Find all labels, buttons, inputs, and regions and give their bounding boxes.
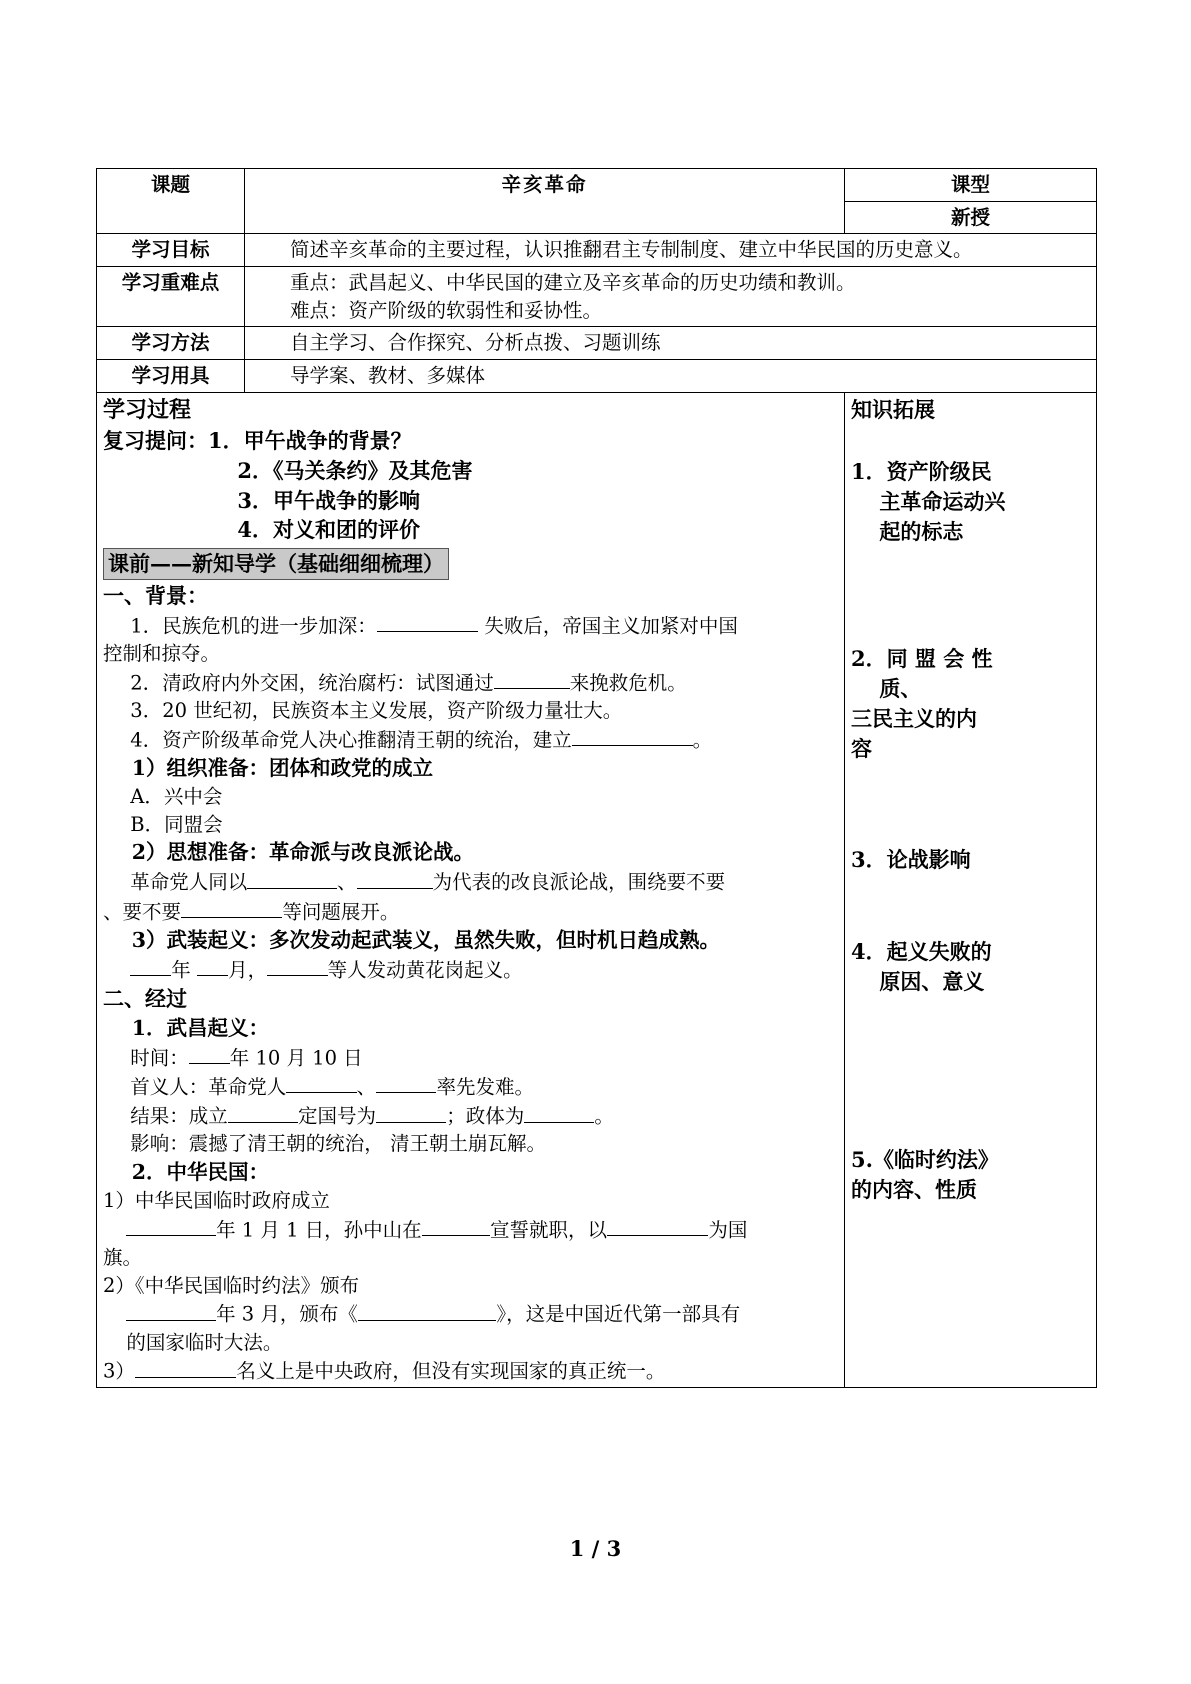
wuchang-result bbox=[103, 1101, 838, 1130]
roc-item-2-cont: 的国家临时大法。 bbox=[126, 1330, 283, 1354]
wuchang-people bbox=[103, 1072, 838, 1101]
bg2-text-a: 2．清政府内外交困，统治腐朽：试图通过 bbox=[130, 671, 494, 695]
wuchang-time-blank[interactable] bbox=[189, 1043, 230, 1064]
roc-item-1: 1）中华民国临时政府成立 bbox=[103, 1189, 330, 1213]
roc1-blank-year[interactable] bbox=[126, 1215, 216, 1236]
roc2-text-b: 》，这是中国近代第一部具有 bbox=[496, 1302, 741, 1326]
method-cell bbox=[245, 327, 1097, 360]
sidebar-title: 知识拓展 bbox=[851, 396, 935, 422]
debate-text-c: 为代表的改良派论战，围绕要不要 bbox=[432, 870, 726, 894]
method-value: 自主学习、合作探究、分析点拨、习题训练 bbox=[290, 331, 661, 355]
focus-cell bbox=[245, 267, 1097, 327]
sidebar-item-5-num: 5. bbox=[851, 1147, 873, 1173]
sidebar-item-1-line2: 主革命运动兴 bbox=[879, 488, 1006, 514]
table-row-objective bbox=[97, 234, 1097, 267]
debate-text-d: 、要不要 bbox=[103, 899, 182, 923]
wuchang-time bbox=[103, 1043, 838, 1072]
sidebar-spacer-2 bbox=[851, 763, 1090, 845]
bg2-blank[interactable] bbox=[494, 668, 570, 689]
wuchang-people-blank-2[interactable] bbox=[376, 1072, 436, 1093]
debate-blank-3[interactable] bbox=[181, 897, 282, 918]
roc-item-1-cont: 旗。 bbox=[103, 1245, 143, 1269]
wuchang-people-blank-1[interactable] bbox=[286, 1072, 356, 1093]
roc2-blank-law[interactable] bbox=[358, 1299, 496, 1320]
bg1-text-a: 1．民族危机的进一步加深： bbox=[130, 614, 377, 638]
debate-text-b: 、 bbox=[337, 870, 357, 894]
hhg-text-b: 月， bbox=[228, 958, 268, 982]
table-row-method bbox=[97, 327, 1097, 360]
roc-item-2-detail bbox=[103, 1299, 838, 1328]
background-item-3: 3．20 世纪初，民族资本主义发展，资产阶级力量壮大。 bbox=[130, 698, 623, 722]
table-row-process bbox=[97, 392, 1097, 1388]
sidebar-spacer-3 bbox=[851, 875, 1090, 937]
wuchang-people-b: 、 bbox=[356, 1075, 377, 1099]
page-number: 1 / 3 bbox=[569, 1536, 622, 1561]
review-question-3: 3．甲午战争的影响 bbox=[237, 487, 421, 513]
focus-label: 学习重难点 bbox=[97, 267, 245, 327]
sidebar-item-1 bbox=[851, 457, 1090, 546]
roc3-text-b: 名义上是中央政府，但没有实现国家的真正统一。 bbox=[236, 1359, 666, 1383]
sidebar-item-1-line3: 起的标志 bbox=[879, 518, 964, 544]
lesson-type-value: 新授 bbox=[845, 201, 1097, 234]
wuchang-people-c: 率先发难。 bbox=[436, 1075, 534, 1099]
debate-blank-1[interactable] bbox=[247, 867, 337, 888]
table-row-focus bbox=[97, 267, 1097, 327]
focus-line-hard: 难点：资产阶级的软弱性和妥协性。 bbox=[290, 298, 603, 322]
sidebar-item-2-num: 2． bbox=[851, 646, 887, 672]
wuchang-result-a: 结果：成立 bbox=[130, 1104, 228, 1128]
sidebar-item-5-line1: 《临时约法》 bbox=[872, 1147, 999, 1173]
sidebar-spacer-1 bbox=[851, 547, 1090, 645]
objective-cell bbox=[245, 234, 1097, 267]
sidebar-item-4-line1: 起义失败的 bbox=[886, 939, 992, 965]
tools-label: 学习用具 bbox=[97, 360, 245, 393]
roc-item-2: 2）《中华民国临时约法》颁布 bbox=[103, 1273, 360, 1297]
focus-line-key: 重点：武昌起义、中华民国的建立及辛亥革命的历史功绩和教训。 bbox=[290, 271, 856, 295]
roc-title: 2．中华民国： bbox=[131, 1160, 269, 1185]
hhg-blank-people[interactable] bbox=[267, 955, 327, 976]
bg1-blank[interactable] bbox=[377, 611, 478, 632]
wuchang-effect: 影响：震撼了清王朝的统治， 清王朝土崩瓦解。 bbox=[130, 1132, 546, 1156]
bg1-text-b: 失败后，帝国主义加紧对中国 bbox=[484, 614, 738, 638]
roc3-blank[interactable] bbox=[135, 1356, 236, 1377]
sidebar-item-4 bbox=[851, 937, 1090, 997]
roc1-text-b: 宣誓就职，以 bbox=[489, 1218, 607, 1242]
review-question-1: 复习提问：1．甲午战争的背景？ bbox=[103, 428, 412, 454]
prep-org-b: B．同盟会 bbox=[130, 812, 223, 836]
table-row-tools bbox=[97, 360, 1097, 393]
roc1-blank-flag[interactable] bbox=[607, 1215, 708, 1236]
wuchang-result-blank-1[interactable] bbox=[228, 1101, 298, 1122]
wuchang-result-blank-3[interactable] bbox=[524, 1101, 594, 1122]
sidebar-item-2-line4: 容 bbox=[851, 735, 872, 761]
debate-text-e: 等问题展开。 bbox=[282, 899, 400, 923]
prep-org-a: A．兴中会 bbox=[130, 784, 223, 808]
lesson-plan-table bbox=[96, 168, 1097, 1388]
sidebar-item-3-line1: 论战影响 bbox=[886, 847, 971, 873]
knowledge-extension-cell bbox=[845, 392, 1097, 1388]
method-label: 学习方法 bbox=[97, 327, 245, 360]
wuchang-time-value: 年 10 月 10 日 bbox=[229, 1046, 363, 1070]
process-cell bbox=[97, 392, 845, 1388]
prep-organizational: 1）组织准备：团体和政党的成立 bbox=[131, 755, 433, 780]
debate-line-1 bbox=[103, 867, 838, 896]
prep-armed: 3）武装起义：多次发动起武装义，虽然失败，但时机日趋成熟。 bbox=[131, 927, 720, 952]
background-item-1 bbox=[103, 611, 838, 640]
wuchang-result-b: 定国号为 bbox=[298, 1104, 377, 1128]
tools-value: 导学案、教材、多媒体 bbox=[290, 364, 486, 388]
roc1-text-c: 为国 bbox=[708, 1218, 748, 1242]
objective-label: 学习目标 bbox=[97, 234, 245, 267]
bg2-text-b: 来挽救危机。 bbox=[569, 671, 687, 695]
background-item-1-cont: 控制和掠夺。 bbox=[103, 642, 221, 666]
huanghuagang-line bbox=[103, 955, 838, 984]
tools-cell bbox=[245, 360, 1097, 393]
background-item-4 bbox=[103, 725, 838, 754]
hhg-blank-year[interactable] bbox=[130, 955, 171, 976]
debate-text-a: 革命党人同以 bbox=[130, 870, 248, 894]
roc1-text-a: 年 1 月 1 日，孙中山在 bbox=[216, 1218, 422, 1242]
section-banner-wrap bbox=[103, 545, 838, 581]
sidebar-item-2-line1: 同 盟 会 性 bbox=[886, 646, 993, 672]
roc2-blank-year[interactable] bbox=[126, 1299, 216, 1320]
section-banner: 课前——新知导学（基础细细梳理） bbox=[103, 548, 449, 580]
wuchang-result-blank-2[interactable] bbox=[376, 1101, 446, 1122]
objective-text: 简述辛亥革命的主要过程，认识推翻君主专制制度、建立中华民国的历史意义。 bbox=[290, 238, 973, 262]
roc1-blank-place[interactable] bbox=[422, 1215, 490, 1236]
roc3-text-a: 3） bbox=[103, 1359, 135, 1383]
background-heading: 一、背景： bbox=[103, 583, 208, 609]
hhg-blank-month[interactable] bbox=[197, 955, 228, 976]
wuchang-time-label: 时间： bbox=[130, 1046, 189, 1070]
sidebar-item-3-num: 3． bbox=[851, 847, 887, 873]
debate-blank-2[interactable] bbox=[357, 867, 433, 888]
sidebar-item-1-num: 1． bbox=[851, 459, 887, 485]
bg4-blank[interactable] bbox=[572, 725, 693, 746]
process-heading: 学习过程 bbox=[103, 396, 192, 423]
review-question-2: 2．《马关条约》及其危害 bbox=[237, 457, 473, 483]
lesson-type-label: 课型 bbox=[845, 169, 1097, 202]
roc-item-3 bbox=[103, 1356, 838, 1385]
sidebar-item-5 bbox=[851, 1145, 1090, 1205]
bg4-text-a: 4．资产阶级革命党人决心推翻清王朝的统治，建立 bbox=[130, 728, 572, 752]
sidebar-item-4-num: 4． bbox=[851, 939, 887, 965]
prep-ideological: 2）思想准备：革命派与改良派论战。 bbox=[131, 840, 474, 865]
hhg-text-a: 年 bbox=[171, 958, 191, 982]
process-heading-two: 二、经过 bbox=[103, 985, 187, 1011]
wuchang-title: 1．武昌起义： bbox=[131, 1015, 269, 1040]
sidebar-item-4-line2: 原因、意义 bbox=[879, 969, 985, 995]
hhg-text-c: 等人发动黄花岗起义。 bbox=[327, 958, 523, 982]
topic-label: 课题 bbox=[97, 169, 245, 234]
sidebar-item-2-line2: 质、 bbox=[879, 675, 922, 701]
review-question-4: 4．对义和团的评价 bbox=[237, 517, 421, 543]
sidebar-item-2 bbox=[851, 644, 1090, 763]
bg4-text-b: 。 bbox=[692, 728, 713, 752]
lesson-title: 辛亥革命 bbox=[245, 169, 845, 234]
wuchang-result-d: 。 bbox=[594, 1104, 614, 1128]
background-item-2 bbox=[103, 668, 838, 697]
wuchang-result-c: ；政体为 bbox=[446, 1104, 525, 1128]
table-row-topic bbox=[97, 169, 1097, 202]
roc-item-1-detail bbox=[103, 1215, 838, 1244]
wuchang-people-a: 首义人：革命党人 bbox=[130, 1075, 287, 1099]
sidebar-spacer-4 bbox=[851, 997, 1090, 1145]
sidebar-item-1-line1: 资产阶级民 bbox=[886, 459, 992, 485]
roc2-text-a: 年 3 月，颁布《 bbox=[216, 1302, 358, 1326]
debate-line-2 bbox=[103, 897, 838, 926]
sidebar-item-2-line3: 三民主义的内 bbox=[851, 705, 977, 731]
sidebar-item-5-line2: 的内容、性质 bbox=[851, 1177, 977, 1203]
sidebar-item-3 bbox=[851, 845, 1090, 875]
